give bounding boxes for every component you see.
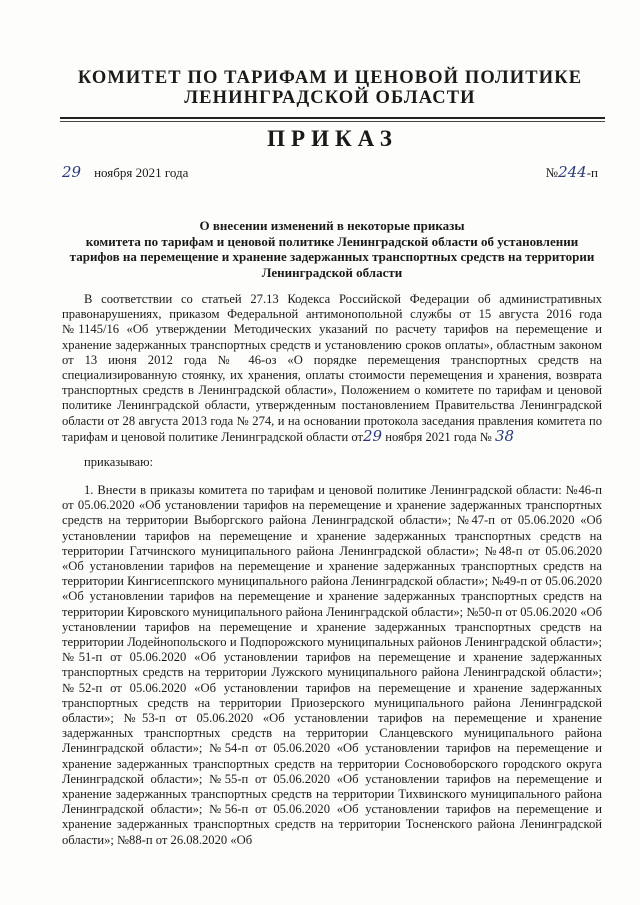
- document-type: ПРИКАЗ: [267, 126, 398, 151]
- org-line-1: КОМИТЕТ ПО ТАРИФАМ И ЦЕНОВОЙ ПОЛИТИКЕ: [77, 68, 583, 88]
- subject-line-1: О внесении изменений в некоторые приказы: [199, 218, 465, 233]
- handwritten-protocol-day: 29: [363, 426, 383, 445]
- handwritten-number: 244: [558, 163, 587, 181]
- organization-name: [60, 68, 600, 108]
- item-1-paragraph: 1. Внести в приказы комитета по тарифам и ценовой политике Ленинградской области: №46-п от 05.06.2020 «Об установлении тарифов на перемещение и хранение задержанных транспортных средств на территории Выборгского района Ленинградской области»; №47-п от 05.06.2020 «Об установлении тарифов на перемещение и хранение задержанных транспортных средств на территории Гатчинского муниципального района Ленинградской области»; №48-п от 05.06.2020 «Об установлении тарифов на перемещение и хранение задержанных транспортных средств на территории Кингисеппского муниципального района Ленинградской области»; №49-п от 05.06.2020 «Об установлении тарифов на перемещение и хранение задержанных транспортных средств на территории Кировского муниципального района Ленинградской области»; №50-п от 05.06.2020 «Об установлении тарифов на перемещение и хранение задержанных транспортных средств на территории Лодейнопольского и Подпорожского муниципальных районов Ленинградской области»; №51-п от 05.06.2020 «Об установлении тарифов на перемещение и хранение задержанных транспортных средств на территории Лужского муниципального района Ленинградской области»; №52-п от 05.06.2020 «Об установлении тарифов на перемещение и хранение задержанных транспортных средств на территории Приозерского муниципального района Ленинградской области»; №53-п от 05.06.2020 «Об установлении тарифов на перемещение и хранение задержанных транспортных средств на территории Сланцевского муниципального района Ленинградской области»; №54-п от 05.06.2020 «Об установлении тарифов на перемещение и хранение задержанных транспортных средств на территории Сосновоборского городского округа Ленинградской области»; №55-п от 05.06.2020 «Об установлении тарифов на перемещение и хранение задержанных транспортных средств на территории Тихвинского муниципального района Ленинградской области»; №56-п от 05.06.2020 «Об установлении тарифов на перемещение и хранение задержанных транспортных средств на территории Тосненского района Ленинградской области»; №88-п от 26.08.2020 «Об: [62, 483, 602, 847]
- preamble-text-2: ноября 2021 года №: [385, 429, 492, 444]
- preamble-text-1: В соответствии со статьей 27.13 Кодекса Российской Федерации об административных правонарушениях, приказом Федеральной антимонопольной службы от 15 августа 2016 года №1145/16 «Об утверждении Методических указаний по расчету тарифов на перемещение и хранение задержанных транспортных средств и установлению сроков оплаты», областным законом от 13 июня 2012 года № 46-оз «О порядке перемещения транспортных средств на специализированную стоянку, их хранения, оплаты стоимости перемещения и хранения, возврата транспортных средств в Ленинградской области», Положением о комитете по тарифам и ценовой политике Ленинградской области, утвержденным постановлением Правительства Ленинградской области от 28 августа 2013 года № 274, и на основании протокола заседания правления комитета по тарифам и ценовой политике Ленинградской области от: [62, 292, 602, 444]
- preamble-paragraph: [62, 292, 602, 445]
- header-rule: [60, 117, 605, 119]
- document-subject: [62, 218, 602, 280]
- number-prefix: №: [545, 165, 559, 180]
- header-rule-thin: [60, 121, 605, 122]
- order-word: приказываю:: [84, 455, 154, 469]
- handwritten-day: 29: [62, 163, 82, 181]
- date-text: ноября 2021 года: [94, 165, 189, 180]
- org-line-2: ЛЕНИНГРАДСКОЙ ОБЛАСТИ: [184, 88, 476, 108]
- document-number: [546, 163, 598, 181]
- document-date: [62, 163, 188, 181]
- subject-line-4: Ленинградской области: [261, 264, 403, 280]
- subject-line-2: комитета по тарифам и ценовой политике Ленинградской области об установлении: [85, 233, 579, 249]
- subject-line-3: тарифов на перемещение и хранение задержанных транспортных средств на территории: [69, 249, 595, 264]
- number-suffix: -п: [586, 165, 598, 180]
- handwritten-protocol-number: 38: [494, 426, 515, 445]
